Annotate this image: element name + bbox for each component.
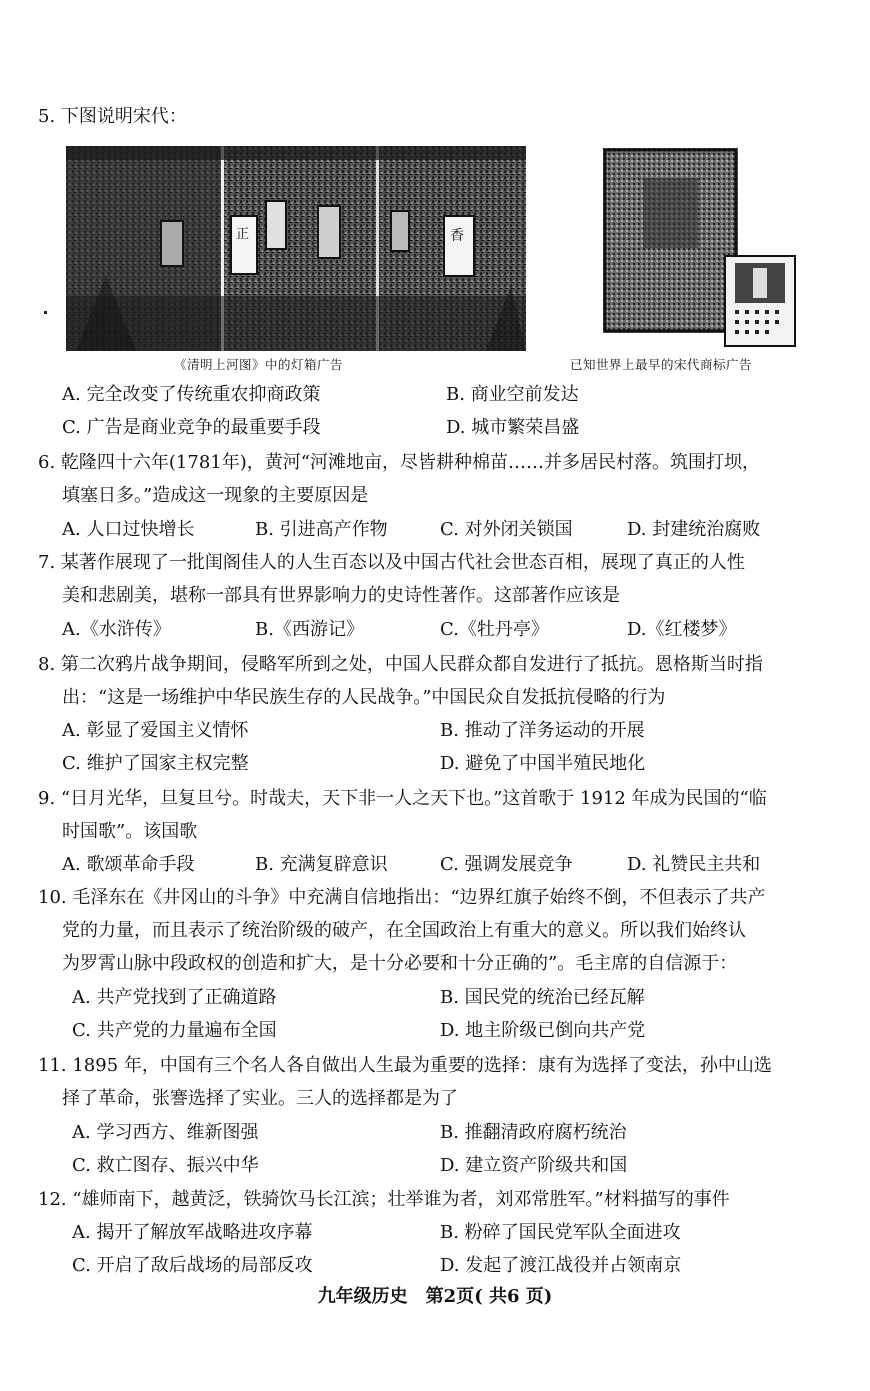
q6-option-c: C. 对外闭关锁国 [440, 519, 573, 540]
q6-stem-line2: 填塞日多。”造成这一现象的主要原因是 [62, 485, 369, 506]
q9-option-a: A. 歌颂革命手段 [62, 854, 195, 875]
q10-option-d: D. 地主阶级已倒向共产党 [440, 1020, 646, 1041]
q11-option-d: D. 建立资产阶级共和国 [440, 1155, 628, 1176]
q8-option-d: D. 避免了中国半殖民地化 [440, 753, 646, 774]
q7-option-d: D.《红楼梦》 [627, 619, 737, 640]
q7-option-b: B.《西游记》 [255, 619, 364, 640]
q7-stem-line2: 美和悲剧美，堪称一部具有世界影响力的史诗性著作。这部著作应该是 [62, 585, 620, 606]
q11-stem-line2: 择了革命，张謇选择了实业。三人的选择都是为了 [62, 1088, 458, 1109]
q9-stem-line1: 9. “日月光华，旦复旦兮。时哉夫，天下非一人之天下也。”这首歌于 1912 年成为民国的“临 [38, 788, 767, 809]
q10-option-c: C. 共产党的力量遍布全国 [72, 1020, 277, 1041]
q6-stem-line1: 6. 乾隆四十六年(1781年)，黄河“河滩地亩，尽皆耕种棉苗……并多居民村落。筑围打坝， [38, 452, 760, 473]
q12-option-d: D. 发起了渡江战役并占领南京 [440, 1255, 682, 1276]
q12-option-c: C. 开启了敌后战场的局部反攻 [72, 1255, 313, 1276]
q5-caption-left: 《清明上河图》中的灯箱广告 [174, 357, 344, 372]
q10-option-a: A. 共产党找到了正确道路 [72, 987, 277, 1008]
page-footer: 九年级历史 第2页( 共6 页) [317, 1286, 553, 1307]
q5-stem: 5. 下图说明宋代： [38, 106, 187, 127]
song-trademark-ad-image [603, 148, 798, 348]
q11-option-c: C. 救亡图存、振兴中华 [72, 1155, 259, 1176]
q8-stem-line1: 8. 第二次鸦片战争期间，侵略军所到之处，中国人民群众都自发进行了抵抗。恩格斯当时指 [38, 654, 763, 675]
q11-stem-line1: 11. 1895 年，中国有三个名人各自做出人生最为重要的选择：康有为选择了变法，孙中山选 [38, 1055, 772, 1076]
q11-option-a: A. 学习西方、维新图强 [72, 1122, 259, 1143]
q10-option-b: B. 国民党的统治已经瓦解 [440, 987, 645, 1008]
q12-stem-line1: 12. “雄师南下，越黄泛，铁骑饮马长江滨；壮举谁为者，刘邓常胜军。”材料描写的事件 [38, 1189, 730, 1210]
q9-option-c: C. 强调发展竞争 [440, 854, 573, 875]
qingming-lantern-ad-image [66, 146, 526, 351]
q10-stem-line2: 党的力量，而且表示了统治阶级的破产，在全国政治上有重大的意义。所以我们始终认 [62, 920, 746, 941]
q10-stem-line1: 10. 毛泽东在《井冈山的斗争》中充满自信地指出：“边界红旗子始终不倒，不但表示了共产 [38, 887, 766, 908]
q8-option-b: B. 推动了洋务运动的开展 [440, 720, 645, 741]
q8-stem-line2: 出：“这是一场维护中华民族生存的人民战争。”中国民众自发抵抗侵略的行为 [62, 687, 666, 708]
q8-option-c: C. 维护了国家主权完整 [62, 753, 249, 774]
q11-option-b: B. 推翻清政府腐朽统治 [440, 1122, 627, 1143]
q7-option-a: A.《水浒传》 [62, 619, 171, 640]
q9-option-b: B. 充满复辟意识 [255, 854, 388, 875]
q5-option-b: B. 商业空前发达 [446, 384, 579, 405]
q8-option-a: A. 彰显了爱国主义情怀 [62, 720, 249, 741]
scan-speck [44, 311, 47, 314]
q5-option-a: A. 完全改变了传统重农抑商政策 [62, 384, 321, 405]
svg-text:香: 香 [450, 228, 464, 244]
q6-option-a: A. 人口过快增长 [62, 519, 195, 540]
q12-option-b: B. 粉碎了国民党军队全面进攻 [440, 1222, 681, 1243]
q10-stem-line3: 为罗霄山脉中段政权的创造和扩大，是十分必要和十分正确的”。毛主席的自信源于： [62, 953, 738, 974]
q9-stem-line2: 时国歌”。该国歌 [62, 821, 198, 842]
q7-option-c: C.《牡丹亭》 [440, 619, 549, 640]
q5-caption-right: 已知世界上最早的宋代商标广告 [570, 357, 753, 372]
q6-option-b: B. 引进高产作物 [255, 519, 388, 540]
q6-option-d: D. 封建统治腐败 [627, 519, 761, 540]
q5-option-c: C. 广告是商业竞争的最重要手段 [62, 417, 321, 438]
q7-stem-line1: 7. 某著作展现了一批闺阁佳人的人生百态以及中国古代社会世态百相，展现了真正的人性 [38, 552, 745, 573]
q12-option-a: A. 揭开了解放军战略进攻序幕 [72, 1222, 313, 1243]
svg-text:正: 正 [236, 227, 250, 242]
q9-option-d: D. 礼赞民主共和 [627, 854, 761, 875]
q5-option-d: D. 城市繁荣昌盛 [446, 417, 580, 438]
